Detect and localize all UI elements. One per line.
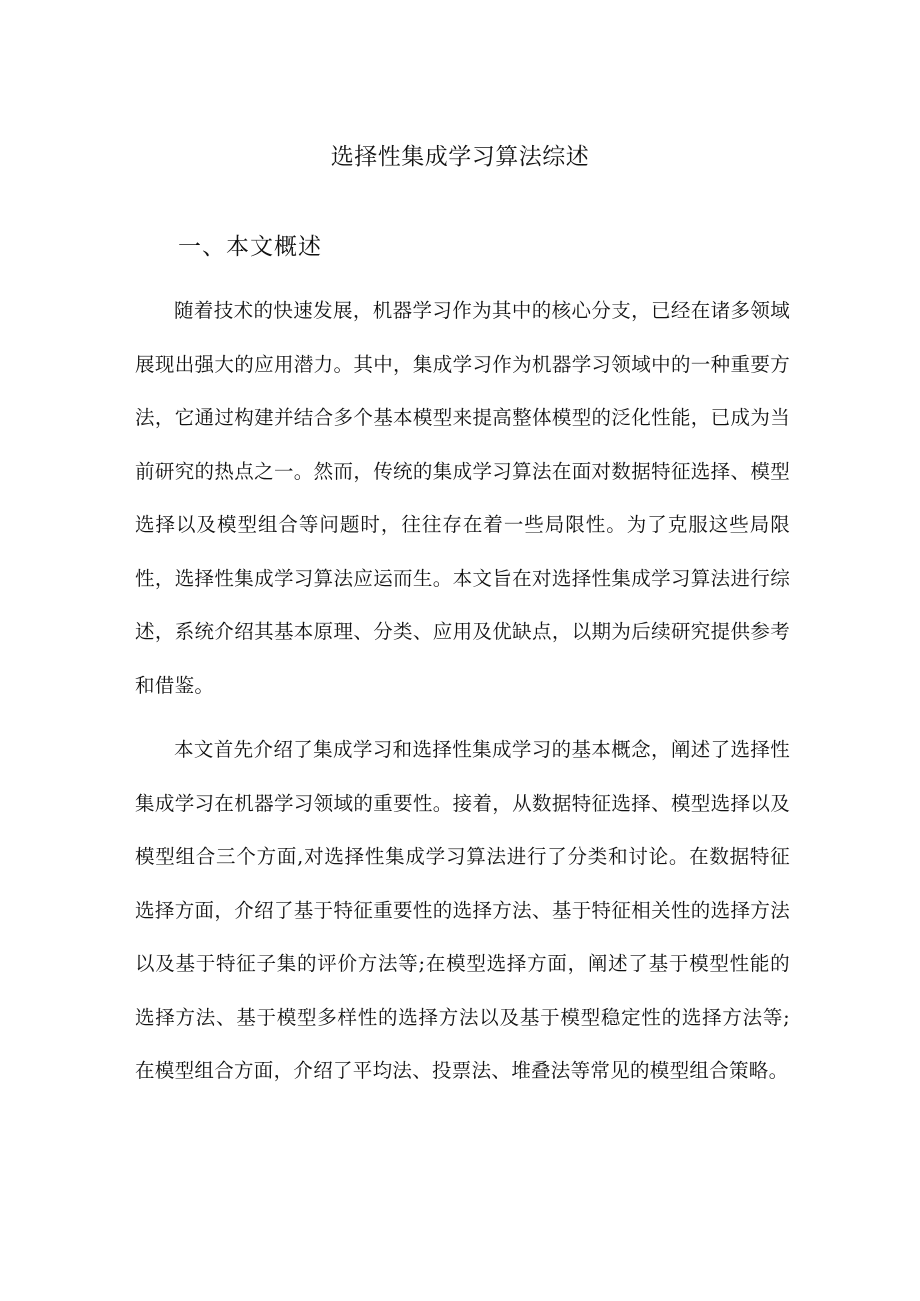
- section-heading: 一、本文概述: [178, 234, 322, 260]
- document-title: 选择性集成学习算法综述: [330, 144, 590, 170]
- paragraph-overview-1: 随着技术的快速发展，机器学习作为其中的核心分支，已经在诸多领域展现出强大的应用潜力。其中，集成学习作为机器学习领域中的一种重要方法，它通过构建并结合多个基本模型来提高整体模型的泛化性能，已成为当前研究的热点之一。然而，传统的集成学习算法在面对数据特征选择、模型选择以及模型组合等问题时，往往存在着一些局限性。为了克服这些局限性，选择性集成学习算法应运而生。本文旨在对选择性集成学习算法进行综述，系统介绍其基本原理、分类、应用及优缺点，以期为后续研究提供参考和借鉴。: [135, 299, 790, 697]
- paragraph-overview-2: 本文首先介绍了集成学习和选择性集成学习的基本概念，阐述了选择性集成学习在机器学习领域的重要性。接着，从数据特征选择、模型选择以及模型组合三个方面,对选择性集成学习算法进行了分类和讨论。在数据特征选择方面，介绍了基于特征重要性的选择方法、基于特征相关性的选择方法以及基于特征子集的评价方法等;在模型选择方面，阐述了基于模型性能的选择方法、基于模型多样性的选择方法以及基于模型稳定性的选择方法等;在模型组合方面，介绍了平均法、投票法、堆叠法等常见的模型组合策略。: [135, 738, 790, 1082]
